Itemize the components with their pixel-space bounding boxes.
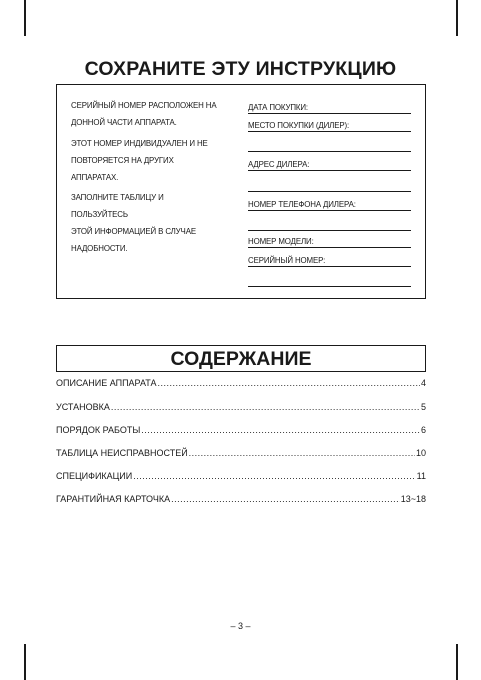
field-label: НОМЕР ТЕЛЕФОНА ДИЛЕРА: (248, 199, 356, 209)
contents-title: СОДЕРЖАНИЕ (170, 348, 312, 370)
toc-leader-dots (111, 401, 420, 413)
purchase-record-fields (248, 85, 411, 298)
field-dealer-phone[interactable] (248, 192, 411, 211)
toc-entry[interactable] (56, 401, 426, 413)
crop-mark-bottom-right (456, 644, 458, 680)
info-notes (71, 97, 218, 261)
toc-entry-page: 13~18 (400, 494, 426, 504)
toc-leader-dots (171, 493, 400, 505)
toc-entry-page: 6 (420, 425, 426, 435)
field-dealer[interactable] (248, 114, 411, 132)
toc-entry[interactable] (56, 493, 426, 505)
toc-entry-title: ПОРЯДОК РАБОТЫ (56, 425, 141, 435)
crop-mark-top-right (456, 0, 458, 36)
field-label: ДАТА ПОКУПКИ: (248, 102, 308, 112)
info-paragraph: ЭТОТ НОМЕР ИНДИВИДУАЛЕН И НЕ ПОВТОРЯЕТСЯ НА ДРУГИХ АППАРАТАХ. (71, 137, 208, 182)
toc-entry[interactable] (56, 424, 426, 436)
toc-entry-title: СПЕЦИФИКАЦИИ (56, 471, 133, 481)
toc-entry-page: 11 (416, 471, 426, 481)
toc-entry-title: ГАРАНТИЙНАЯ КАРТОЧКА (56, 494, 171, 504)
page-number: – 3 – (230, 621, 251, 631)
field-serial-number[interactable] (248, 248, 411, 267)
field-dealer-phone-continued[interactable] (248, 211, 411, 231)
toc-entry-title: ТАБЛИЦА НЕИСПРАВНОСТЕЙ (56, 448, 188, 458)
toc-leader-dots (133, 470, 415, 482)
field-dealer-address[interactable] (248, 152, 411, 171)
toc-entry-title: ОПИСАНИЕ АППАРАТА (56, 378, 157, 388)
field-label: АДРЕС ДИЛЕРА: (248, 159, 310, 169)
crop-mark-top-left (24, 0, 26, 36)
field-serial-number-continued[interactable] (248, 267, 411, 287)
toc-leader-dots (189, 447, 415, 459)
toc-leader-dots (141, 424, 420, 436)
toc-entry[interactable] (56, 447, 426, 459)
info-paragraph: ЗАПОЛНИТЕ ТАБЛИЦУ И ПОЛЬЗУЙТЕСЬ ЭТОЙ ИНФОРМАЦИЕЙ В СЛУЧАЕ НАДОБНОСТИ. (71, 192, 196, 253)
toc-entry-page: 10 (415, 448, 426, 458)
field-dealer-continued[interactable] (248, 132, 411, 152)
toc-entry[interactable] (56, 470, 426, 482)
page-heading: СОХРАНИТЕ ЭТУ ИНСТРУКЦИЮ (84, 58, 397, 80)
toc-entry-title: УСТАНОВКА (56, 402, 110, 412)
field-purchase-date[interactable] (248, 97, 411, 114)
toc-entry[interactable] (56, 377, 426, 389)
toc-entry-page: 4 (420, 378, 426, 388)
field-model-number[interactable] (248, 231, 411, 248)
toc-entry-page: 5 (420, 402, 426, 412)
toc-leader-dots (157, 377, 420, 389)
info-paragraph: СЕРИЙНЫЙ НОМЕР РАСПОЛОЖЕН НА ДОННОЙ ЧАСТИ АППАРАТА. (71, 100, 217, 127)
crop-mark-bottom-left (24, 644, 26, 680)
registration-info-box (56, 84, 426, 299)
field-dealer-address-continued[interactable] (248, 171, 411, 192)
contents-header-box (56, 345, 426, 372)
field-label: МЕСТО ПОКУПКИ (ДИЛЕР): (248, 120, 350, 130)
field-label: СЕРИЙНЫЙ НОМЕР: (248, 255, 326, 265)
field-label: НОМЕР МОДЕЛИ: (248, 236, 314, 246)
